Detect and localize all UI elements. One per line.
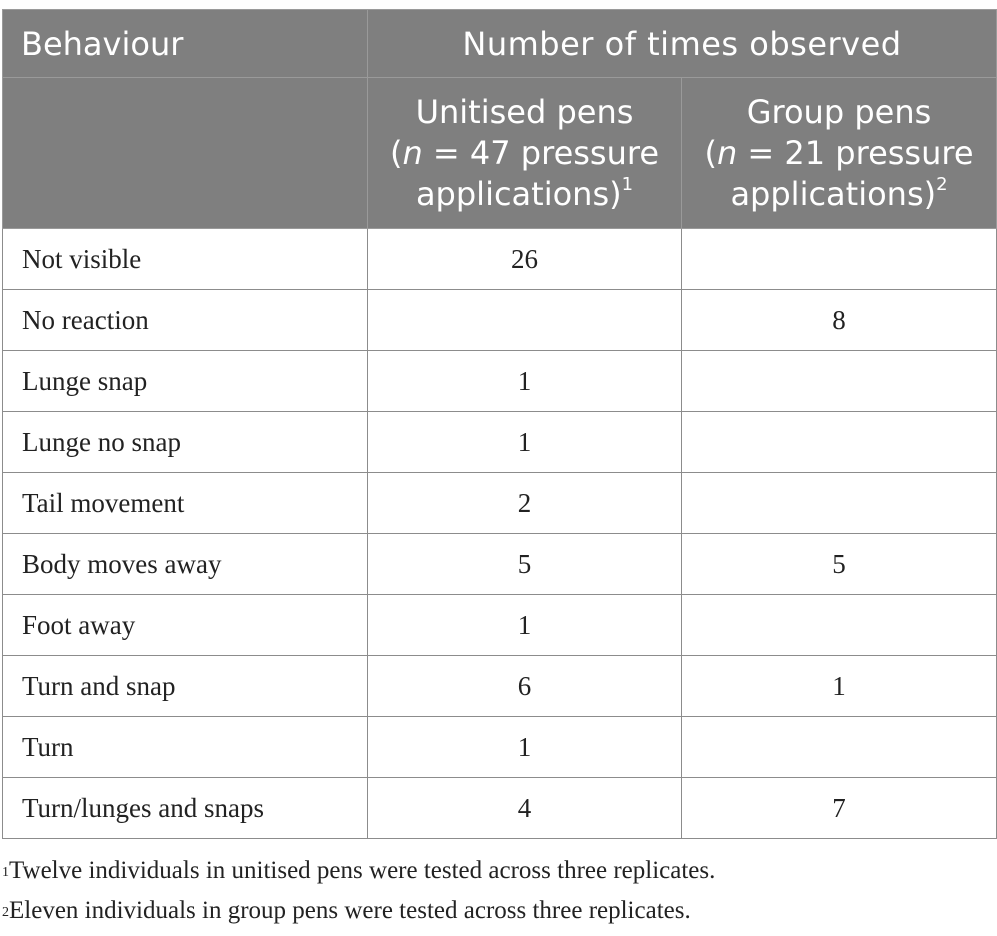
table-row xyxy=(3,595,997,656)
header-row-1 xyxy=(3,10,997,78)
unitised-count-cell: 4 xyxy=(368,778,682,839)
header-row-2 xyxy=(3,78,997,229)
unitised-count-cell: 1 xyxy=(368,351,682,412)
behaviour-cell: Turn/lunges and snaps xyxy=(3,778,368,839)
footnote-1-mark: 1 xyxy=(2,865,9,880)
behaviour-cell: Turn xyxy=(3,717,368,778)
table-row xyxy=(3,290,997,351)
behaviour-cell: Turn and snap xyxy=(3,656,368,717)
table-row xyxy=(3,534,997,595)
unitised-pens-n: (n = 47 pressure xyxy=(389,133,660,172)
behaviour-cell: Tail movement xyxy=(3,473,368,534)
unitised-count-cell: 1 xyxy=(368,412,682,473)
table-footnotes xyxy=(2,853,715,933)
unitised-count-cell xyxy=(368,290,682,351)
group-pens-applications: applications)$^2$ xyxy=(730,173,948,213)
unitised-count-cell: 5 xyxy=(368,534,682,595)
unitised-pens-header xyxy=(368,78,682,229)
group-count-cell xyxy=(682,229,997,290)
behaviour-cell: Lunge no snap xyxy=(3,412,368,473)
footnote-2 xyxy=(2,893,715,933)
footnote-2-mark: 2 xyxy=(2,905,9,920)
behaviour-cell: Body moves away xyxy=(3,534,368,595)
unitised-count-cell: 6 xyxy=(368,656,682,717)
group-count-cell xyxy=(682,412,997,473)
group-count-cell xyxy=(682,717,997,778)
footnote-mark-1: 1 xyxy=(621,173,634,195)
empty-header-cell xyxy=(3,78,368,229)
table-row xyxy=(3,656,997,717)
unitised-count-cell: 26 xyxy=(368,229,682,290)
unitised-count-cell: 1 xyxy=(368,717,682,778)
group-count-cell xyxy=(682,473,997,534)
group-pens-n: (n = 21 pressure xyxy=(704,133,974,172)
group-count-cell: 1 xyxy=(682,656,997,717)
group-count-cell: 7 xyxy=(682,778,997,839)
table-row xyxy=(3,412,997,473)
table-row xyxy=(3,473,997,534)
group-pens-title: Group pens xyxy=(746,92,932,131)
footnote-mark-2: 2 xyxy=(936,173,948,195)
behaviour-cell: Lunge snap xyxy=(3,351,368,412)
footnote-1-text: Twelve individuals in unitised pens were tested across three replicates. xyxy=(9,857,716,884)
table-row xyxy=(3,778,997,839)
behaviour-cell: No reaction xyxy=(3,290,368,351)
table-row xyxy=(3,229,997,290)
observations-table xyxy=(2,9,997,839)
group-count-cell xyxy=(682,351,997,412)
behaviour-column-header: Behaviour xyxy=(3,10,368,78)
group-pens-header xyxy=(682,78,997,229)
unitised-pens-applications: applications)$^1$ xyxy=(415,173,634,213)
behaviour-cell: Foot away xyxy=(3,595,368,656)
footnote-1 xyxy=(2,853,715,893)
table-row xyxy=(3,717,997,778)
footnote-2-text: Eleven individuals in group pens were tested across three replicates. xyxy=(9,897,691,924)
observed-count-group-header: Number of times observed xyxy=(368,10,997,78)
unitised-pens-title: Unitised pens xyxy=(415,92,634,131)
table-row xyxy=(3,351,997,412)
unitised-count-cell: 1 xyxy=(368,595,682,656)
group-count-cell: 5 xyxy=(682,534,997,595)
behaviour-cell: Not visible xyxy=(3,229,368,290)
group-count-cell xyxy=(682,595,997,656)
group-count-cell: 8 xyxy=(682,290,997,351)
unitised-count-cell: 2 xyxy=(368,473,682,534)
